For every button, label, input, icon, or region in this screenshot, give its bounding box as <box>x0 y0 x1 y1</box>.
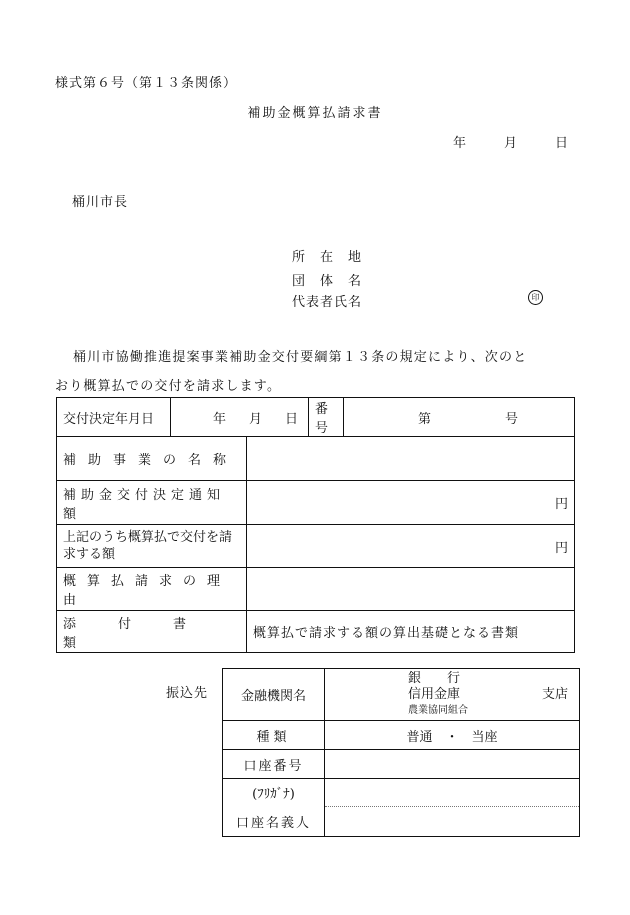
addressee: 桶川市長 <box>72 195 129 210</box>
request-amount-field[interactable] <box>247 525 575 568</box>
account-number-label: 口座番号 <box>223 750 325 779</box>
date-year: 年 <box>453 136 467 151</box>
project-name-label: 補助事業の名称 <box>57 437 247 481</box>
applicant-org-label: 団 体 名 <box>292 274 363 289</box>
number-label: 番 号 <box>309 398 344 437</box>
bank-text: 銀 行 <box>408 670 461 686</box>
account-type-options[interactable]: 普通 ・ 当座 <box>325 721 580 750</box>
attachments-value: 概算払で請求する額の算出基礎となる書類 <box>247 611 575 653</box>
request-amount-label: 上記のうち概算払で交付を請求する額 <box>57 525 247 568</box>
applicant-address-label: 所 在 地 <box>292 250 363 265</box>
seal-mark: 印 <box>528 290 543 305</box>
decision-date-field[interactable] <box>171 398 309 437</box>
branch-text: 支店 <box>541 686 568 702</box>
type-label: 種類 <box>223 721 325 750</box>
account-number-field[interactable] <box>325 750 580 779</box>
request-statement <box>55 343 575 401</box>
institution-label: 金融機関名 <box>223 669 325 721</box>
account-holder-field[interactable] <box>325 807 580 837</box>
form-number: 様式第６号（第１３条関係） <box>55 76 238 91</box>
transfer-destination-label: 振込先 <box>166 686 209 701</box>
request-table <box>56 397 575 653</box>
document-title: 補助金概算払請求書 <box>247 106 383 121</box>
decision-date-label: 交付決定年月日 <box>57 398 171 437</box>
account-holder-label: 口座名義人 <box>223 807 325 837</box>
statement-line-1: 桶川市協働推進提案事業補助金交付要綱第１３条の規定により、次のと <box>73 350 528 365</box>
furigana-field[interactable] <box>325 779 580 807</box>
decision-year: 年 <box>213 411 227 427</box>
decision-day: 日 <box>284 411 298 427</box>
shinkin-text: 信用金庫 <box>408 686 461 702</box>
reason-label: 概算払請求の理由 <box>57 568 247 611</box>
statement-line-2: おり概算払での交付を請求します。 <box>55 379 282 394</box>
date-line <box>453 132 568 151</box>
institution-field[interactable] <box>325 669 580 721</box>
reason-field[interactable] <box>247 568 575 611</box>
date-day: 日 <box>554 136 568 151</box>
applicant-rep-label: 代表者氏名 <box>292 295 363 310</box>
yen-unit: 円 <box>554 497 568 512</box>
project-name-field[interactable] <box>247 437 575 481</box>
furigana-label: (ﾌﾘｶﾞﾅ) <box>223 779 325 807</box>
date-month: 月 <box>503 136 517 151</box>
number-field[interactable] <box>344 398 575 437</box>
yen-unit: 円 <box>554 540 568 556</box>
decision-amount-field[interactable] <box>247 481 575 525</box>
decision-amount-label: 補助金交付決定通知額 <box>57 481 247 525</box>
number-dai: 第 <box>418 411 432 427</box>
attachments-label: 添付書類 <box>57 611 247 653</box>
number-go: 号 <box>504 411 518 427</box>
decision-month: 月 <box>248 411 262 427</box>
nokyo-text: 農業協同組合 <box>408 704 468 716</box>
bank-table <box>222 668 580 837</box>
